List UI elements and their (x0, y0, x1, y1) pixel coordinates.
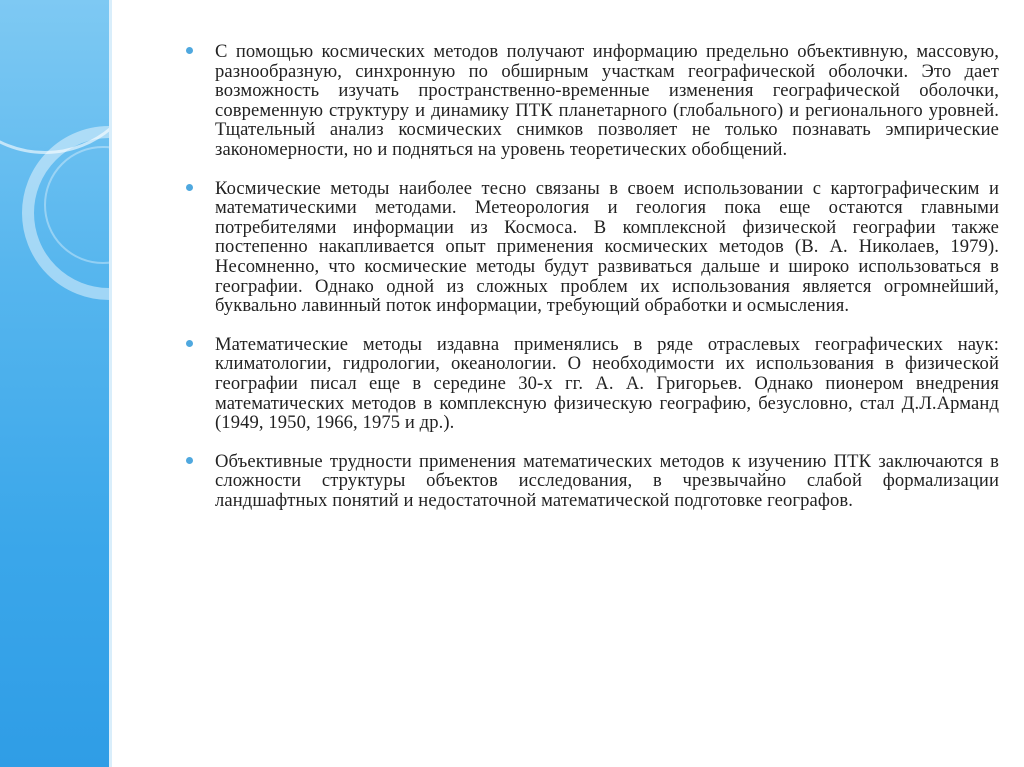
bullet-list (183, 42, 999, 529)
bullet-item-difficulties (183, 452, 999, 511)
bullet-dot-icon (186, 340, 193, 347)
bullet-dot-icon (186, 47, 193, 54)
bullet-text: С помощью космических методов получают информацию предельно объективную, массовую, разнообразную, синхронную по обширным участкам географической оболочки. Это дает возможность изучать пространственно-временные изменения географической оболочки, современную структуру и динамику ПТК планетарного (глобального) и регионального уровней. Тщательный анализ космических снимков позволяет не только познавать эмпирические закономерности, но и подняться на уровень теоретических обобщений. (215, 41, 999, 160)
bullet-item-space-methods (183, 42, 999, 160)
bullet-text: Объективные трудности применения математических методов к изучению ПТК заключаются в сложности структуры объектов исследования, в чрезвычайно слабой формализации ландшафтных понятий и недостаточной математической подготовке географов. (215, 450, 999, 511)
bullet-dot-icon (186, 457, 193, 464)
bullet-text: Математические методы издавна применялись в ряде отраслевых географических наук: климатологии, гидрологии, океанологии. О необходимости их использования в физической географии писал еще в середине 30-х гг. А. А. Григорьев. Однако пионером внедрения математических методов в комплексную физическую географию, безусловно, стал Д.Л.Арманд (1949, 1950, 1966, 1975 и др.). (215, 333, 999, 434)
decorative-side-band (0, 0, 112, 767)
bullet-item-cartographic-link (183, 179, 999, 316)
bullet-text: Космические методы наиболее тесно связаны в своем использовании с картографическим и математическими методами. Метеорология и геология пока еще остаются главными потребителями информации из Космоса. В комплексной физической географии также постепенно накапливается опыт применения космических методов (В. А. Николаев, 1979). Несомненно, что космические методы будут развиваться дальше и широко использоваться в географии. Однако одной из сложных проблем их использования является огромнейший, буквально лавинный поток информации, требующий обработки и осмысления. (215, 177, 999, 317)
bullet-item-math-methods (183, 335, 999, 433)
bullet-dot-icon (186, 184, 193, 191)
side-band-edge (109, 0, 112, 767)
